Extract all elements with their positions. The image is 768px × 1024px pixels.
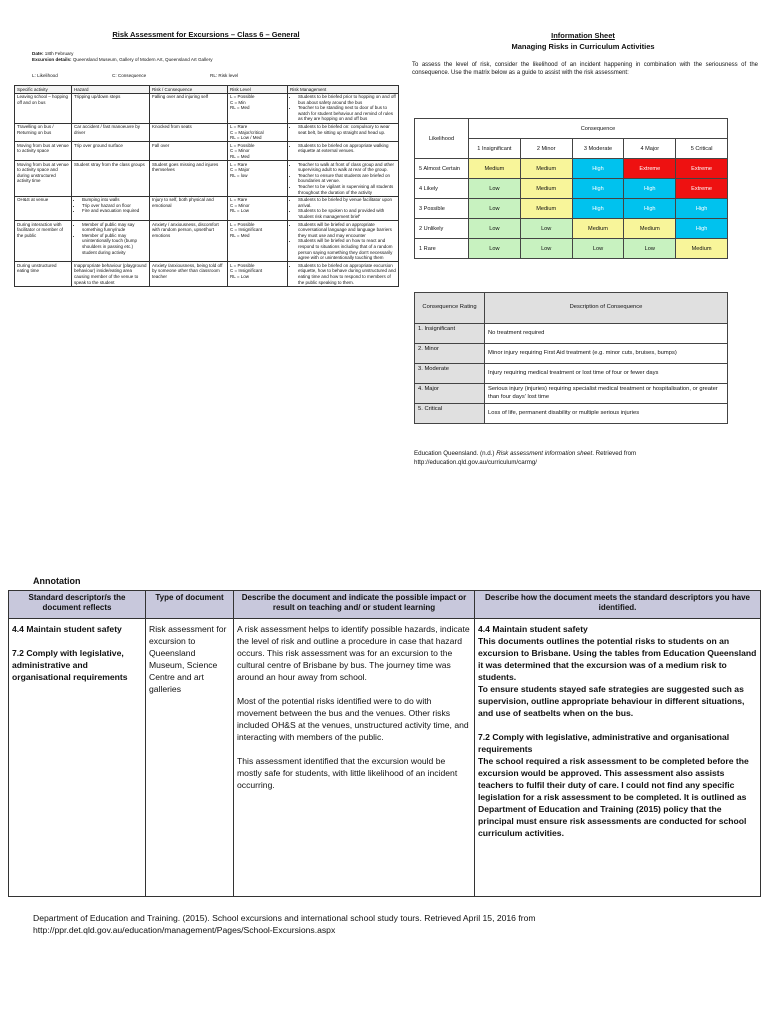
risk-level-line: L = Rare — [230, 124, 248, 130]
risk-level-cell — [228, 142, 288, 161]
risk-matrix-body — [415, 119, 728, 259]
risk-cell-low: Low — [469, 179, 521, 199]
management-item: • Students to be briefed on appropriate walking etiquette at external venues. — [298, 143, 396, 154]
risk-level-line: RL = Low — [230, 273, 249, 279]
risk-cell-low: Low — [520, 219, 572, 239]
risk-level-cell — [228, 221, 288, 262]
risk-level-line: RL = Med — [230, 154, 250, 160]
consequence-column-header: 5 Critical — [676, 139, 728, 159]
annotation-describe-cell — [234, 619, 475, 897]
meets-heading-7-2: 7.2 Comply with legislative, administrative and organisational requirements — [478, 732, 730, 754]
risk-level-line: RL = low — [230, 172, 248, 178]
risk-consequence-cell: Anxiety /anxiousness, being told off by someone other than classroom teacher — [150, 262, 228, 286]
describe-para-1: A risk assessment helps to identify possible hazards, indicate the level of risk and outline a procedure in case that hazard occurs. This risk assessment was for an excursion to the cultural centre of Brisbane by bus. The journey time was around an hour away from school. — [237, 624, 470, 682]
management-list — [290, 94, 396, 122]
risk-table-header-row — [15, 86, 399, 94]
risk-cell-low: Low — [520, 239, 572, 259]
meets-para-2: To ensure students stayed safe strategies are suggested such as supervision, outline appropriate behaviour in different situations, and use of seatbelts when on the bus. — [478, 684, 745, 718]
risk-cell-low: Low — [624, 239, 676, 259]
risk-management-cell — [288, 142, 399, 161]
document-type: Risk assessment for excursion to Queensland Museum, Science Centre and art galleries — [149, 624, 227, 694]
likelihood-header: Likelihood — [415, 119, 469, 159]
citation-prefix: Education Queensland. (n.d.) — [414, 450, 495, 457]
risk-level-line: L = Possible — [230, 262, 255, 268]
risk-row — [15, 196, 399, 220]
management-item: • Students to be briefed by venue facilitator upon arrival. — [298, 197, 396, 208]
risk-consequence-cell: Fall over — [150, 142, 228, 161]
risk-cell-low: Low — [572, 239, 624, 259]
consequence-row — [415, 324, 728, 344]
activity-cell: Moving from bus at venue to activity space — [15, 142, 72, 161]
risk-level-line: C = Major/critical — [230, 129, 264, 135]
risk-row — [15, 93, 399, 123]
management-list — [290, 222, 396, 261]
risk-cell-medium: Medium — [624, 219, 676, 239]
legend-consequence: C: Consequence — [112, 73, 147, 78]
citation-title: Risk assessment information sheet — [496, 450, 593, 457]
consequence-row — [415, 404, 728, 424]
risk-level-line: C = Minor — [230, 202, 250, 208]
hazard-list — [74, 197, 147, 214]
consequence-description: No treatment required — [485, 324, 728, 344]
risk-row — [15, 161, 399, 197]
consequence-header: Consequence — [469, 119, 728, 139]
hazard-cell — [72, 196, 150, 220]
consequence-header-row — [415, 293, 728, 324]
likelihood-label: 3 Possible — [415, 199, 469, 219]
risk-cell-low: Low — [469, 239, 521, 259]
header-risk-consequence: Risk / Consequence — [150, 86, 228, 94]
risk-cell-high: High — [624, 179, 676, 199]
activity-cell: OH&S at venue — [15, 196, 72, 220]
likelihood-label: 1 Rare — [415, 239, 469, 259]
legend-risk-level: RL: Risk level — [210, 73, 239, 78]
hazard-cell — [72, 221, 150, 262]
risk-cell-medium: Medium — [676, 239, 728, 259]
date-label: Date: — [32, 51, 44, 56]
hazard-cell: Car accident / fast manoeuvre by driver — [72, 123, 150, 142]
information-sheet-title — [408, 30, 758, 52]
annotation-label: Annotation — [33, 576, 81, 586]
risk-cell-extreme: Extreme — [676, 179, 728, 199]
hazard-item: • Trip over hazard on floor — [82, 203, 147, 209]
risk-row — [15, 262, 399, 286]
activity-cell: Travelling on bus / Returning on bus — [15, 123, 72, 142]
header-specific-activity: Specific activity — [15, 86, 72, 94]
risk-management-cell — [288, 93, 399, 123]
hazard-cell: Student stray from the class groups — [72, 161, 150, 197]
consequence-row — [415, 344, 728, 364]
consequence-rating: 5. Critical — [415, 404, 485, 424]
consequence-description: Minor injury requiring First Aid treatment (e.g. minor cuts, bruises, bumps) — [485, 344, 728, 364]
hazard-item: • Bumping into walls — [82, 197, 147, 203]
risk-assessment-table — [14, 85, 399, 287]
risk-level-line: L = Rare — [230, 197, 248, 203]
risk-cell-high: High — [572, 159, 624, 179]
risk-row — [15, 123, 399, 142]
consequence-table — [414, 292, 728, 424]
consequence-rating-header: Consequence Rating — [415, 293, 485, 324]
consequence-table-body — [415, 293, 728, 424]
activity-cell: During unstructured eating time — [15, 262, 72, 286]
describe-para-2: Most of the potential risks identified were to do with movement between the bus and the venues. Other risks included OH&S at the venues, unstructured activity time, and interacting with members of the public. — [237, 696, 469, 742]
annotation-row — [9, 619, 761, 897]
risk-cell-medium: Medium — [572, 219, 624, 239]
matrix-header-row — [415, 119, 728, 139]
header-hazard: Hazard — [72, 86, 150, 94]
hazard-list — [74, 222, 147, 256]
risk-assessment-title: Risk Assessment for Excursions – Class 6 – General — [112, 30, 300, 39]
risk-level-line: C = Insignificant — [230, 268, 263, 274]
info-title-line2: Managing Risks in Curriculum Activities — [511, 42, 655, 51]
hazard-cell: Inappropriate behaviour (playground behaviour) inside/eating area causing member of the venue to speak to the student — [72, 262, 150, 286]
risk-level-line: C = Minor — [230, 148, 250, 154]
matrix-row — [415, 239, 728, 259]
risk-level-cell — [228, 93, 288, 123]
risk-level-line: RL = Low — [230, 208, 249, 214]
risk-management-cell — [288, 221, 399, 262]
risk-level-line: RL = Low / Med — [230, 135, 262, 141]
consequence-row — [415, 384, 728, 404]
risk-cell-high: High — [676, 219, 728, 239]
management-item: • Teacher to be standing next to door of bus to watch for student behaviour and remind of rules as they are hopping on and off bus — [298, 105, 396, 122]
management-list — [290, 143, 396, 154]
meets-para-1: This documents outlines the potential risks to students on an excursion to Brisbane. Using the tables from Education Queensland it was determined that the excursion was of a medium risk to students. — [478, 636, 757, 682]
management-item: • Students will be briefed on appropriate conversational language and language barriers they must use and may encounter — [298, 222, 396, 239]
consequence-description: Serious injury (injuries) requiring specialist medical treatment or hospitalisation, or greater than four days' lost time — [485, 384, 728, 404]
activity-cell: Leaving school – hopping off and on bus — [15, 93, 72, 123]
risk-cell-high: High — [676, 199, 728, 219]
consequence-column-header: 1 Insignificant — [469, 139, 521, 159]
risk-cell-extreme: Extreme — [676, 159, 728, 179]
risk-legend — [14, 73, 398, 78]
risk-consequence-cell: Injury to self, both physical and emotional — [150, 196, 228, 220]
activity-cell: During interaction with facilitator or member of the public — [15, 221, 72, 262]
risk-level-line: C = Min — [230, 99, 246, 105]
likelihood-label: 4 Likely — [415, 179, 469, 199]
risk-level-line: L = Rare — [230, 161, 248, 167]
risk-management-cell — [288, 123, 399, 142]
risk-cell-high: High — [572, 179, 624, 199]
risk-consequence-cell: Student goes missing and injures themselves — [150, 161, 228, 197]
consequence-description-header: Description of Consequence — [485, 293, 728, 324]
excursion-line — [14, 57, 398, 63]
risk-matrix-table — [414, 118, 728, 259]
descriptor-7-2: 7.2 Comply with legislative, administrative and organisational requirements — [12, 648, 128, 682]
consequence-rating: 2. Minor — [415, 344, 485, 364]
describe-para-3: This assessment identified that the excursion would be mostly safe for students, with little likelihood of an incident occurring. — [237, 756, 458, 790]
excursion-value: Queensland Museum, Gallery of Modern Art, Queensland Art Gallery — [72, 57, 213, 62]
matrix-row — [415, 199, 728, 219]
management-list — [290, 263, 396, 285]
date-value: 18th February — [44, 51, 74, 56]
consequence-description: Loss of life, permanent disability or multiple serious injuries — [485, 404, 728, 424]
risk-cell-high: High — [624, 199, 676, 219]
info-intro-text: To assess the level of risk, consider the likelihood of an incident happening in combination with the seriousness of the consequence. Use the matrix below as a guide to assist with the risk assessment: — [412, 62, 758, 76]
risk-management-cell — [288, 262, 399, 286]
matrix-row — [415, 219, 728, 239]
risk-table-body — [15, 93, 399, 286]
meets-heading-4-4: 4.4 Maintain student safety — [478, 624, 588, 634]
annotation-descriptors-cell — [9, 619, 146, 897]
risk-row — [15, 221, 399, 262]
information-sheet-section — [408, 30, 758, 466]
risk-consequence-cell: Falling over and injuring self — [150, 93, 228, 123]
matrix-row — [415, 179, 728, 199]
hazard-cell: Tripping up/down steps — [72, 93, 150, 123]
management-item: • Teacher to walk at front of class group and other supervising adult to walk at rear of the group. — [298, 162, 396, 173]
consequence-rating: 4. Major — [415, 384, 485, 404]
management-item: • Teacher to be vigilant in supervising all students throughout the duration of the activity — [298, 184, 396, 195]
likelihood-label: 5 Almost Certain — [415, 159, 469, 179]
risk-level-line: L = Possible — [230, 94, 255, 100]
hazard-item: • Member of public may unintentionally touch (bump shoulders in passing etc.) student during activity — [82, 233, 147, 255]
management-item: • Students to be briefed on appropriate excursion etiquette, how to behave during unstructured and eating time and how to respond to members of the public speaking to them. — [298, 263, 396, 285]
management-list — [290, 197, 396, 219]
risk-level-line: C = Major — [230, 167, 250, 173]
header-risk-level: Risk Level — [228, 86, 288, 94]
risk-level-cell — [228, 123, 288, 142]
citation-suffix: . Retrieved from http://education.qld.gov.au/curriculum/carmg/ — [414, 450, 637, 466]
info-citation — [414, 450, 744, 467]
risk-level-line: L = Possible — [230, 142, 255, 148]
annotation-header-row — [9, 591, 761, 619]
management-item: • Students to be spoken to and provided with 'student risk management brief' — [298, 208, 396, 219]
risk-cell-low: Low — [469, 199, 521, 219]
info-title-line1: Information Sheet — [551, 31, 615, 40]
annotation-table — [8, 590, 761, 897]
header-risk-management: Risk Management — [288, 86, 399, 94]
legend-likelihood: L: Likelihood — [32, 73, 58, 78]
consequence-rating: 1. Insignificant — [415, 324, 485, 344]
risk-consequence-cell: Anxiety / anxiousness, discomfort with random person, upset/hurt emotions — [150, 221, 228, 262]
risk-management-cell — [288, 161, 399, 197]
risk-cell-medium: Medium — [520, 159, 572, 179]
annotation-type-cell — [146, 619, 234, 897]
risk-consequence-cell: Knocked from seats — [150, 123, 228, 142]
risk-cell-medium: Medium — [469, 159, 521, 179]
risk-level-cell — [228, 196, 288, 220]
risk-row — [15, 142, 399, 161]
risk-level-line: RL = Med — [230, 105, 250, 111]
risk-cell-high: High — [572, 199, 624, 219]
likelihood-label: 2 Unlikely — [415, 219, 469, 239]
management-item: • Students will be briefed on how to react and respond to situations including that of a random person saying something they don't necessarily agree with or unintentionally touching them — [298, 238, 396, 260]
risk-cell-medium: Medium — [520, 179, 572, 199]
excursion-label: Excursion details: — [32, 57, 72, 62]
risk-cell-extreme: Extreme — [624, 159, 676, 179]
management-item: • Students to be briefed prior to hopping on and off bus about safety around the bus — [298, 94, 396, 105]
annotation-header-type: Type of document — [146, 591, 234, 619]
risk-cell-medium: Medium — [520, 199, 572, 219]
matrix-row — [415, 159, 728, 179]
annotation-header-meets: Describe how the document meets the standard descriptors you have identified. — [475, 591, 761, 619]
consequence-column-header: 4 Major — [624, 139, 676, 159]
consequence-description: Injury requiring medical treatment or lost time of four or fewer days — [485, 364, 728, 384]
activity-cell: Moving from bus at venue to activity space and during unstructured activity time — [15, 161, 72, 197]
hazard-item: • Member of public may say something funny/rude — [82, 222, 147, 233]
annotation-header-describe: Describe the document and indicate the possible impact or result on teaching and/ or student learning — [234, 591, 475, 619]
hazard-cell: Trip over ground surface — [72, 142, 150, 161]
management-item: • Students to be briefed on: compulsory to wear seat belt, be sitting up straight and head up. — [298, 124, 396, 135]
annotation-meets-cell — [475, 619, 761, 897]
consequence-rating: 3. Moderate — [415, 364, 485, 384]
risk-level-line: RL = Med — [230, 232, 250, 238]
risk-level-line: C = Insignificant — [230, 227, 263, 233]
footer-reference: Department of Education and Training. (2015). School excursions and international school study tours. Retrieved April 15, 2016 from http://ppr.det.qld.gov.au/education/management/Pages/School-Excursions.aspx — [33, 913, 536, 935]
descriptor-4-4: 4.4 Maintain student safety — [12, 624, 122, 634]
consequence-column-header: 2 Minor — [520, 139, 572, 159]
management-list — [290, 162, 396, 196]
meets-para-3: The school required a risk assessment to be completed before the excursion would be approved. This assessment also assists teachers to fulfil their duty of care. I could not find any specific legislation for a risk assessment to be completed. It is outlined as Department of Education and Training (2015) policy that the principal must ensure risk assessments are conducted for school curriculum activities. — [478, 756, 749, 838]
risk-level-line: L = Possible — [230, 221, 255, 227]
management-item: • Teacher to ensure that students are briefed on boundaries at venue. — [298, 173, 396, 184]
risk-cell-low: Low — [469, 219, 521, 239]
risk-management-cell — [288, 196, 399, 220]
hazard-item: • Fire and evacuation required — [82, 208, 147, 214]
risk-level-cell — [228, 161, 288, 197]
annotation-header-descriptor: Standard descriptor/s the document reflects — [9, 591, 146, 619]
consequence-column-header: 3 Moderate — [572, 139, 624, 159]
risk-level-cell — [228, 262, 288, 286]
management-list — [290, 124, 396, 135]
risk-assessment-section — [14, 30, 398, 287]
consequence-row — [415, 364, 728, 384]
